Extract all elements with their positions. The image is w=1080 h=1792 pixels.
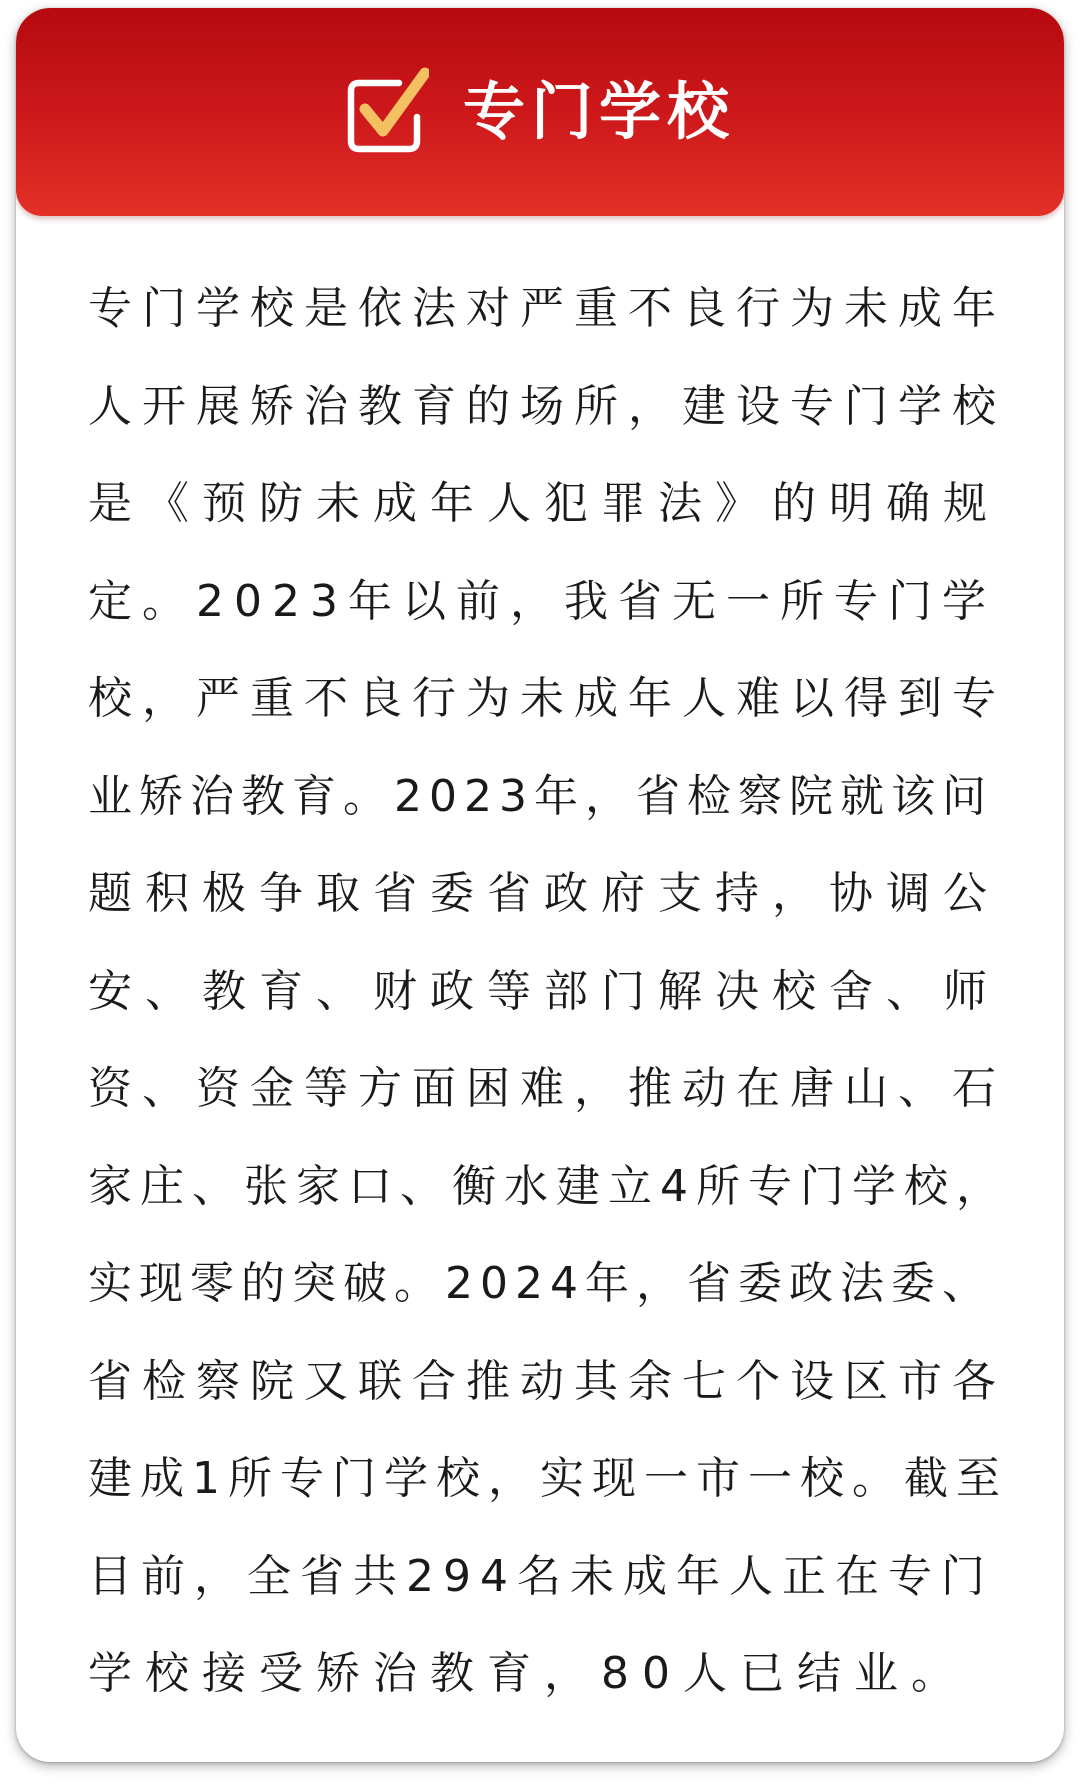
paragraph-line: 学校接受矫治教育，80人已结业。 (88, 1648, 968, 1699)
paragraph-line: 省检察院又联合推动其余七个设区市各 (88, 1355, 1006, 1407)
paragraph-line: 资、资金等方面困难，推动在唐山、石 (88, 1063, 1006, 1114)
paragraph-line: 定。2023年以前，我省无一所专门学 (88, 575, 996, 627)
paragraph-line: 业矫治教育。2023年，省检察院就该问 (88, 770, 993, 822)
card-title: 专门学校 (462, 75, 735, 148)
card-header (16, 8, 1064, 216)
paragraph-line: 人开展矫治教育的场所，建设专门学校 (88, 380, 1006, 432)
paragraph-line: 是《预防未成年人犯罪法》的明确规 (88, 478, 1000, 529)
paragraph-line: 目前，全省共294名未成年人正在专门 (88, 1550, 994, 1602)
paragraph-line: 家庄、张家口、衡水建立4所专门学校， (88, 1160, 1008, 1212)
body-paragraph (88, 260, 1008, 1723)
header-content (16, 8, 1064, 216)
paragraph-line: 安、教育、财政等部门解决校舍、师 (88, 965, 1000, 1017)
paragraph-line: 建成1所专门学校，实现一市一校。截至 (88, 1453, 1008, 1504)
checkbox-check-icon (345, 65, 429, 155)
paragraph-line: 专门学校是依法对严重不良行为未成年 (88, 283, 1006, 334)
paragraph-line: 校，严重不良行为未成年人难以得到专 (88, 673, 1006, 724)
paragraph-line: 题积极争取省委省政府支持，协调公 (88, 868, 1000, 919)
info-card (16, 8, 1064, 1762)
paragraph-line: 实现零的突破。2024年，省委政法委、 (88, 1258, 993, 1309)
